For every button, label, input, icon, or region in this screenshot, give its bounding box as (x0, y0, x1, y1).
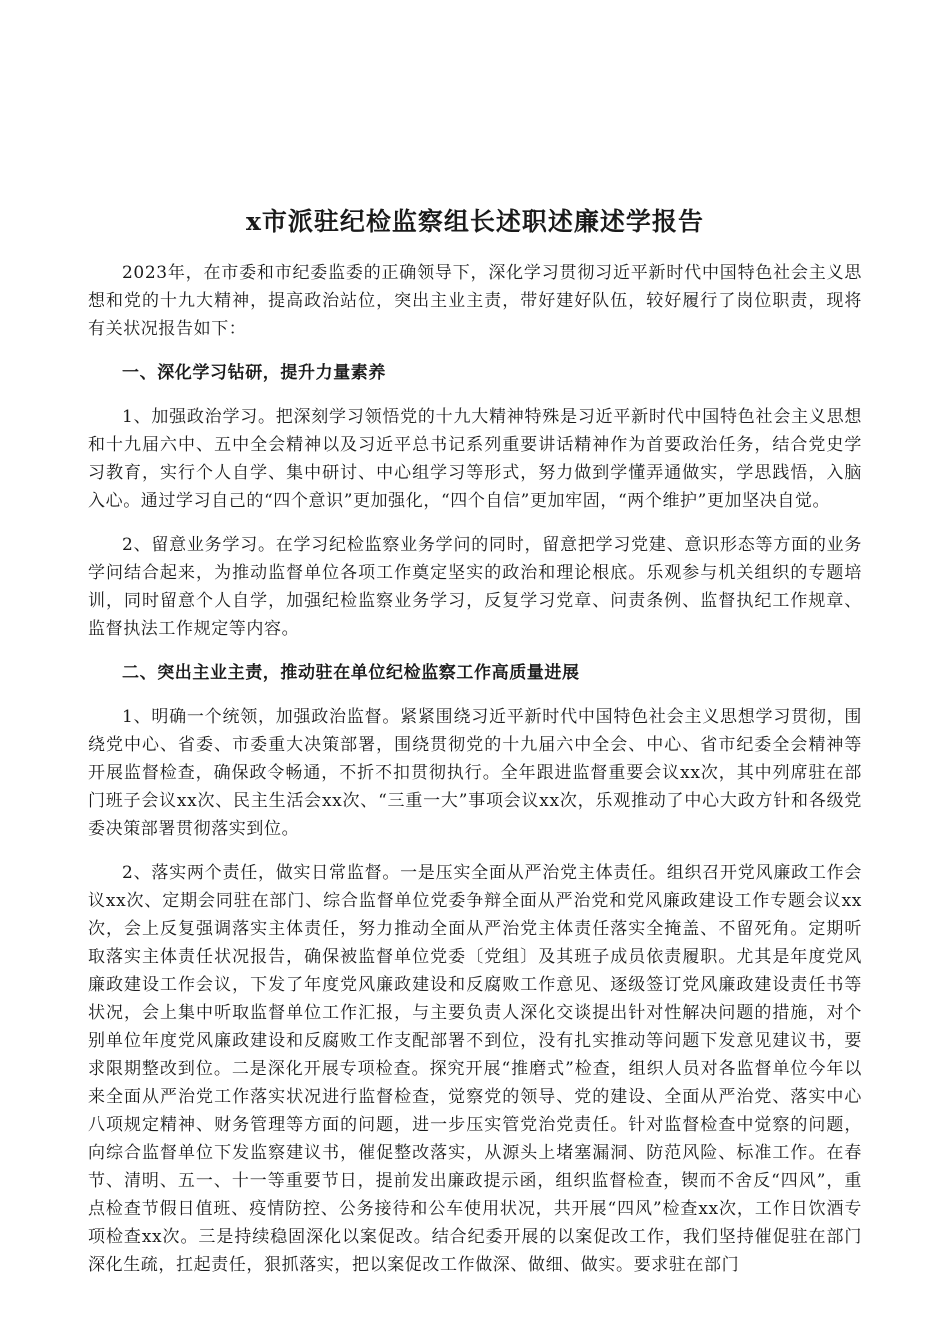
document-title: x市派驻纪检监察组长述职述廉述学报告 (246, 207, 704, 236)
section-2-heading: 二、突出主业主责，推动驻在单位纪检监察工作高质量进展 (122, 663, 580, 683)
section-1-paragraph-2: 2、留意业务学习。在学习纪检监察业务学问的同时，留意把学习党建、意识形态等方面的业务学问结合起来，为推动监督单位各项工作奠定坚实的政治和理论根底。乐观参与机关组织的专题培训，同时留意个人自学，加强纪检监察业务学习，反复学习党章、问责条例、监督执纪工作规章、监督执法工作规定等内容。 (88, 535, 862, 639)
section-2-paragraph-2: 2、落实两个责任，做实日常监督。一是压实全面从严治党主体责任。组织召开党风廉政工作会议xx次、定期会同驻在部门、综合监督单位党委争辩全面从严治党和党风廉政建设工作专题会议xx次，会上反复强调落实主体责任，努力推动全面从严治党主体责任落实全掩盖、不留死角。定期听取落实主体责任状况报告，确保被监督单位党委〔党组〕及其班子成员依责履职。尤其是年度党风廉政建设工作会议，下发了年度党风廉政建设和反腐败工作意见、逐级签订党风廉政建设责任书等状况，会上集中听取监督单位工作汇报，与主要负责人深化交谈提出针对性解决问题的措施，对个别单位年度党风廉政建设和反腐败工作支配部署不到位，没有扎实推动等问题下发意见建议书，要求限期整改到位。二是深化开展专项检查。探究开展“推磨式”检查，组织人员对各监督单位今年以来全面从严治党工作落实状况进行监督检查，觉察党的领导、党的建设、全面从严治党、落实中心八项规定精神、财务管理等方面的问题，进一步压实管党治党责任。针对监督检查中觉察的问题，向综合监督单位下发监察建议书，催促整改落实，从源头上堵塞漏洞、防范风险、标准工作。在春节、清明、五一、十一等重要节日，提前发出廉政提示函，组织监督检查，锲而不舍反“四风”，重点检查节假日值班、疫情防控、公务接待和公车使用状况，共开展“四风”检查xx次，工作日饮酒专项检查xx次。三是持续稳固深化以案促改。结合纪委开展的以案促改工作，我们坚持催促驻在部门深化生疏，扛起责任，狠抓落实，把以案促改工作做深、做细、做实。要求驻在部门 (88, 863, 862, 1275)
section-2-paragraph-1: 1、明确一个统领，加强政治监督。紧紧围绕习近平新时代中国特色社会主义思想学习贯彻，围绕党中心、省委、市委重大决策部署，围绕贯彻党的十九届六中全会、中心、省市纪委全会精神等开展监督检查，确保政令畅通，不折不扣贯彻执行。全年跟进监督重要会议xx次，其中列席驻在部门班子会议xx次、民主生活会xx次、“三重一大”事项会议xx次，乐观推动了中心大政方针和各级党委决策部署贯彻落实到位。 (88, 707, 862, 839)
document-body (88, 259, 862, 1293)
section-1-heading: 一、深化学习钻研，提升力量素养 (122, 363, 386, 383)
section-1-paragraph-1: 1、加强政治学习。把深刻学习领悟党的十九大精神特殊是习近平新时代中国特色社会主义思想和十九届六中、五中全会精神以及习近平总书记系列重要讲话精神作为首要政治任务，结合党史学习教育，实行个人自学、集中研讨、中心组学习等形式，努力做到学懂弄通做实，学思践悟，入脑入心。通过学习自己的“四个意识”更加强化，“四个自信”更加牢固，“两个维护”更加坚决自觉。 (88, 407, 862, 511)
intro-paragraph: 2023年，在市委和市纪委监委的正确领导下，深化学习贯彻习近平新时代中国特色社会主义思想和党的十九大精神，提高政治站位，突出主业主责，带好建好队伍，较好履行了岗位职责，现将有关状况报告如下： (88, 263, 862, 339)
